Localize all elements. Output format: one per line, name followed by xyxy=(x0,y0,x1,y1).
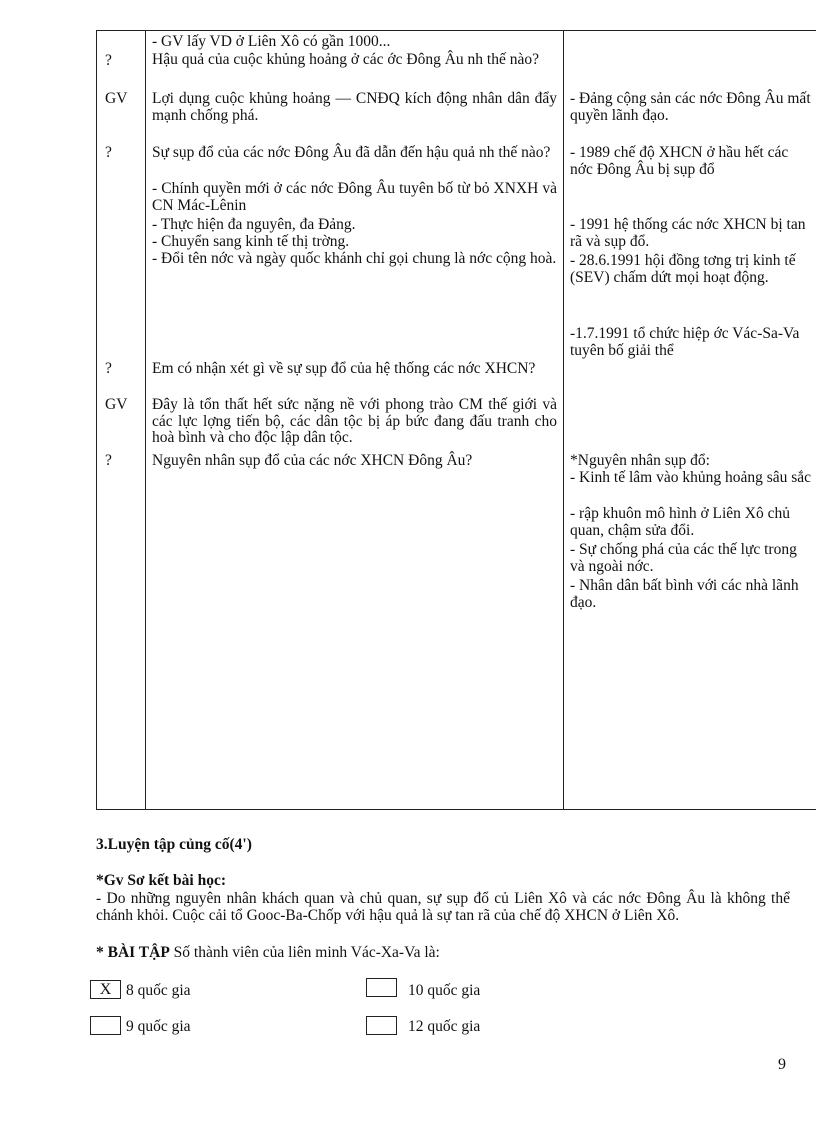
question-mark: ? xyxy=(105,144,112,161)
option-label: 12 quốc gia xyxy=(408,1018,481,1035)
content-column xyxy=(145,31,564,809)
question-text: Sự sụp đổ của các nớc Đông Âu đã dẫn đến hậu quả nh thế nào? xyxy=(152,144,551,161)
exercise-line xyxy=(96,944,440,961)
question-mark: ? xyxy=(105,452,112,469)
question-text: Hậu quả của cuộc khủng hoảng ở các ớc Đông Âu nh thế nào? xyxy=(152,51,539,68)
text-line: - Đổi tên nớc và ngày quốc khánh chỉ gọi chung là nớc cộng hoà. xyxy=(152,250,557,267)
option-checkbox[interactable] xyxy=(366,978,397,997)
answer-text: - Sự chống phá của các thế lực trong và ngoài nớc. xyxy=(570,541,797,575)
section-heading: 3.Luyện tập củng cố(4') xyxy=(96,836,252,853)
text-line: - Chuyển sang kinh tế thị trờng. xyxy=(152,233,350,250)
summary-text: - Do những nguyên nhân khách quan và chủ quan, sự sụp đổ củ Liên Xô và các nớc Đông Âu là không thể chánh khỏi. Cuộc cải tổ Gooc-Ba-Chốp với hậu quả là sự tan rã của chế độ XHCN ở Liên Xô. xyxy=(96,890,790,924)
teacher-mark: GV xyxy=(105,396,128,413)
question-mark: ? xyxy=(105,360,112,377)
text-line: - Thực hiện đa nguyên, đa Đảng. xyxy=(152,216,356,233)
question-text: Nguyên nhân sụp đổ của các nớc XHCN Đông Âu? xyxy=(152,452,473,469)
option-checkbox[interactable] xyxy=(90,1016,121,1035)
question-mark: ? xyxy=(105,52,112,69)
answer-text: - Kinh tế lâm vào khủng hoảng sâu sắc xyxy=(570,469,812,486)
marker-column xyxy=(97,31,146,809)
answer-column xyxy=(564,31,816,809)
answer-text: - rập khuôn mô hình ở Liên Xô chủ quan, chậm sửa đổi. xyxy=(570,505,790,539)
lesson-table xyxy=(96,30,816,810)
teacher-mark: GV xyxy=(105,90,128,107)
option-checkbox[interactable]: X xyxy=(90,980,121,999)
page-number: 9 xyxy=(778,1056,786,1073)
option-checkbox[interactable] xyxy=(366,1016,397,1035)
exercise-text: Số thành viên của liên minh Vác-Xa-Va là: xyxy=(169,944,440,961)
answer-text: - 28.6.1991 hội đồng tơng trị kinh tế (SEV) chấm dứt mọi hoạt động. xyxy=(570,252,796,286)
answer-text: - 1991 hệ thống các nớc XHCN bị tan rã và sụp đổ. xyxy=(570,216,806,250)
answer-text: - Đảng cộng sản các nớc Đông Âu mất quyền lãnh đạo. xyxy=(570,90,811,124)
answer-text: *Nguyên nhân sụp đổ: xyxy=(570,452,710,469)
question-text: Em có nhận xét gì về sự sụp đổ của hệ thống các nớc XHCN? xyxy=(152,360,536,377)
text-line: - Chính quyền mới ở các nớc Đông Âu tuyên bố từ bỏ XNXH và CN Mác-Lênin xyxy=(152,180,557,214)
answer-text: - 1989 chế độ XHCN ở hầu hết các nớc Đông Âu bị sụp đổ xyxy=(570,144,789,178)
option-label: 9 quốc gia xyxy=(126,1018,191,1035)
answer-text: - Nhân dân bất bình với các nhà lãnh đạo. xyxy=(570,577,799,611)
teacher-text: Đây là tổn thất hết sức nặng nề với phong trào CM thế giới và các lực lợng tiến bộ, các dân tộc bị áp bức đang đấu tranh cho hoà bình và cho độc lập dân tộc. xyxy=(152,396,557,446)
option-label: 10 quốc gia xyxy=(408,982,481,999)
summary-label: *Gv Sơ kết bài học: xyxy=(96,872,227,889)
answer-text: -1.7.1991 tổ chức hiệp ớc Vác-Sa-Va tuyên bố giải thể xyxy=(570,325,800,359)
option-label: 8 quốc gia xyxy=(126,982,191,999)
exercise-label: * BÀI TẬP xyxy=(96,944,170,961)
teacher-text: Lợi dụng cuộc khủng hoảng — CNĐQ kích động nhân dân đẩy mạnh chống phá. xyxy=(152,90,557,124)
text-line: - GV lấy VD ở Liên Xô có gần 1000... xyxy=(152,33,391,50)
